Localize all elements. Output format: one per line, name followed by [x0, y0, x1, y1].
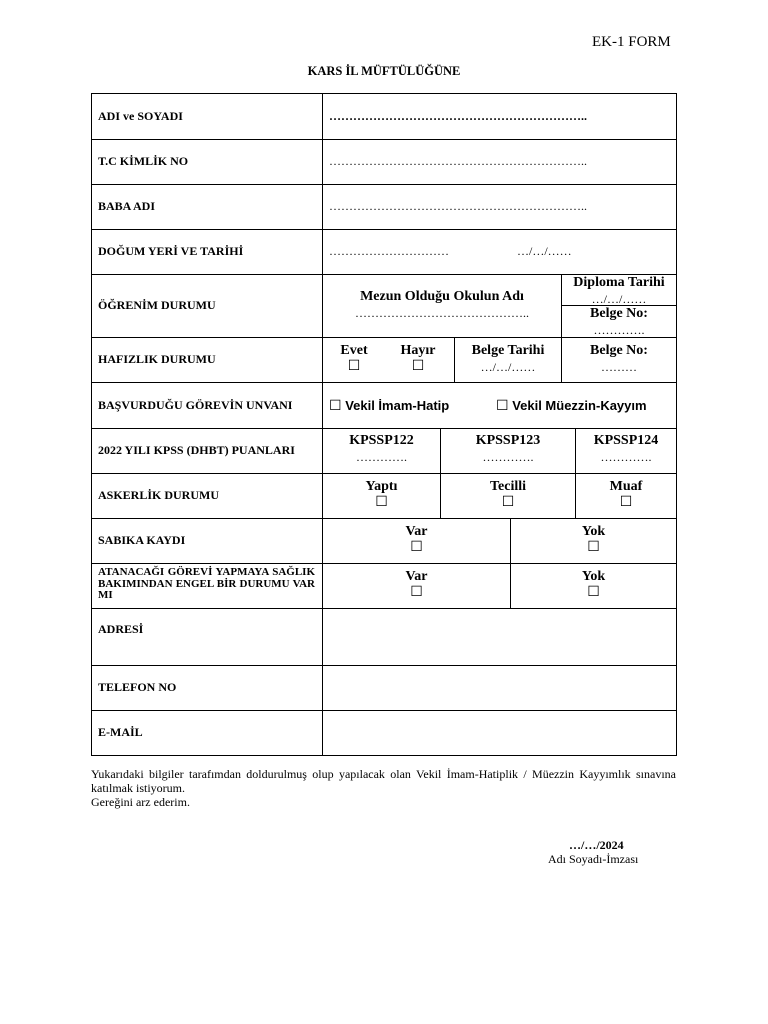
hafizlik-yes-cell — [329, 343, 379, 374]
kpss-124-field[interactable]: …………. — [600, 449, 652, 464]
kpss-122-cell — [323, 433, 440, 464]
kpss-122-label: KPSSP122 — [349, 433, 414, 448]
health-label: ATANACAĞI GÖREVİ YAPMAYA SAĞLIK BAKIMINDAN ENGEL BİR DURUMU VAR MI — [98, 566, 315, 602]
tc-label: T.C KİMLİK NO — [98, 154, 189, 168]
position-label: BAŞVURDUĞU GÖREVİN UNVANI — [98, 397, 293, 412]
kpss-124-label: KPSSP124 — [593, 433, 659, 448]
phone-label: TELEFON NO — [98, 680, 177, 694]
father-name-label: BABA ADI — [98, 199, 156, 213]
kpss-122-field[interactable]: …………. — [356, 449, 407, 464]
address-label: ADRESİ — [98, 622, 144, 636]
criminal-no-checkbox[interactable]: ☐ — [587, 539, 600, 555]
birth-place-field[interactable]: ………………………… — [329, 244, 449, 258]
criminal-record-label: SABIKA KAYDI — [98, 533, 186, 547]
military-exempt-checkbox[interactable]: ☐ — [619, 494, 633, 510]
military-exempt-cell — [576, 479, 676, 510]
military-deferred-label: Tecilli — [489, 479, 527, 494]
position-muezzin-checkbox[interactable]: ☐ — [496, 397, 509, 413]
declaration — [91, 768, 676, 809]
diploma-cert-field[interactable]: …………. — [593, 322, 645, 337]
criminal-yes-checkbox[interactable]: ☐ — [410, 539, 423, 555]
hafizlik-cert-date-label: Belge Tarihi — [471, 343, 545, 358]
diploma-date-field[interactable]: …/…/…… — [591, 291, 647, 306]
education-label: ÖĞRENİM DURUMU — [98, 298, 216, 312]
military-exempt-label: Muaf — [609, 479, 643, 494]
health-no-label: Yok — [581, 569, 606, 584]
military-deferred-cell — [441, 479, 575, 510]
school-title: Mezun Olduğu Okulun Adı — [360, 289, 524, 304]
military-label: ASKERLİK DURUMU — [98, 488, 220, 502]
declaration-text: Yukarıdaki bilgiler tarafımdan doldurulmuş olup yapılacak olan Vekil İmam-Hatiplik / Müezzin Kayyımlık sınavına katılmak istiyorum. — [91, 767, 676, 795]
criminal-no-label: Yok — [581, 524, 606, 539]
hafizlik-cert-label: Belge No: — [590, 343, 648, 358]
position-muezzin-label: Vekil Müezzin-Kayyım — [512, 397, 647, 413]
hafizlik-cert-date-field[interactable]: …/…/…… — [480, 359, 536, 374]
diploma-cert-cell — [562, 306, 676, 337]
hafizlik-no-cell — [391, 343, 445, 374]
military-done-cell — [323, 479, 440, 510]
position-option-imam[interactable] — [329, 382, 499, 428]
name-field[interactable]: ……………………………………………………….. — [329, 108, 587, 123]
hafizlik-yes-label: Evet — [340, 343, 368, 358]
email-field[interactable] — [323, 711, 676, 755]
position-imam-checkbox[interactable]: ☐ — [329, 397, 342, 413]
diploma-date-cell — [562, 275, 676, 306]
military-deferred-checkbox[interactable]: ☐ — [501, 494, 515, 510]
tc-field[interactable]: ……………………………………………………….. — [329, 154, 587, 168]
diploma-date-label: Diploma Tarihi — [573, 275, 665, 290]
military-done-label: Yaptı — [365, 479, 398, 494]
criminal-yes-label: Var — [405, 524, 428, 539]
name-label: ADI ve SOYADI — [98, 108, 183, 123]
criminal-yes-cell — [323, 524, 510, 555]
phone-field[interactable] — [323, 666, 676, 710]
kpss-123-field[interactable]: …………. — [482, 449, 534, 464]
hafizlik-cert-cell — [562, 343, 676, 374]
hafizlik-label: HAFIZLIK DURUMU — [98, 352, 216, 366]
criminal-no-cell — [511, 524, 676, 555]
health-yes-label: Var — [405, 569, 428, 584]
birth-date-field[interactable]: …/…/…… — [517, 244, 572, 258]
school-cell — [323, 289, 561, 320]
kpss-124-cell — [576, 433, 676, 464]
school-field[interactable]: …………………………………….. — [355, 305, 529, 320]
hafizlik-cert-field[interactable]: ……… — [601, 359, 637, 374]
form-code: EK-1 FORM — [592, 34, 671, 50]
kpss-label: 2022 YILI KPSS (DHBT) PUANLARI — [98, 443, 295, 457]
health-no-cell — [511, 569, 676, 600]
military-done-checkbox[interactable]: ☐ — [375, 494, 388, 510]
kpss-123-label: KPSSP123 — [475, 433, 541, 448]
hafizlik-no-label: Hayır — [400, 343, 436, 358]
health-yes-checkbox[interactable]: ☐ — [410, 584, 423, 600]
health-no-checkbox[interactable]: ☐ — [587, 584, 600, 600]
page-title: KARS İL MÜFTÜLÜĞÜNE — [307, 64, 461, 78]
diploma-cert-label: Belge No: — [590, 306, 648, 321]
father-name-field[interactable]: ……………………………………………………….. — [329, 199, 587, 213]
address-field[interactable] — [323, 609, 676, 665]
kpss-123-cell — [441, 433, 575, 464]
hafizlik-no-checkbox[interactable]: ☐ — [411, 358, 425, 374]
signature-label: Adı Soyadı-İmzası — [548, 852, 639, 866]
declaration-closing: Gereğini arz ederim. — [91, 794, 190, 809]
health-yes-cell — [323, 569, 510, 600]
signature-date: …/…/2024 — [569, 838, 624, 852]
birth-label: DOĞUM YERİ VE TARİHİ — [98, 244, 244, 258]
email-label: E-MAİL — [98, 725, 143, 739]
position-imam-label: Vekil İmam-Hatip — [345, 397, 450, 413]
hafizlik-cert-date-cell — [455, 343, 561, 374]
hafizlik-yes-checkbox[interactable]: ☐ — [347, 358, 361, 374]
position-option-muezzin[interactable] — [496, 382, 674, 428]
application-form-table — [91, 93, 677, 755]
